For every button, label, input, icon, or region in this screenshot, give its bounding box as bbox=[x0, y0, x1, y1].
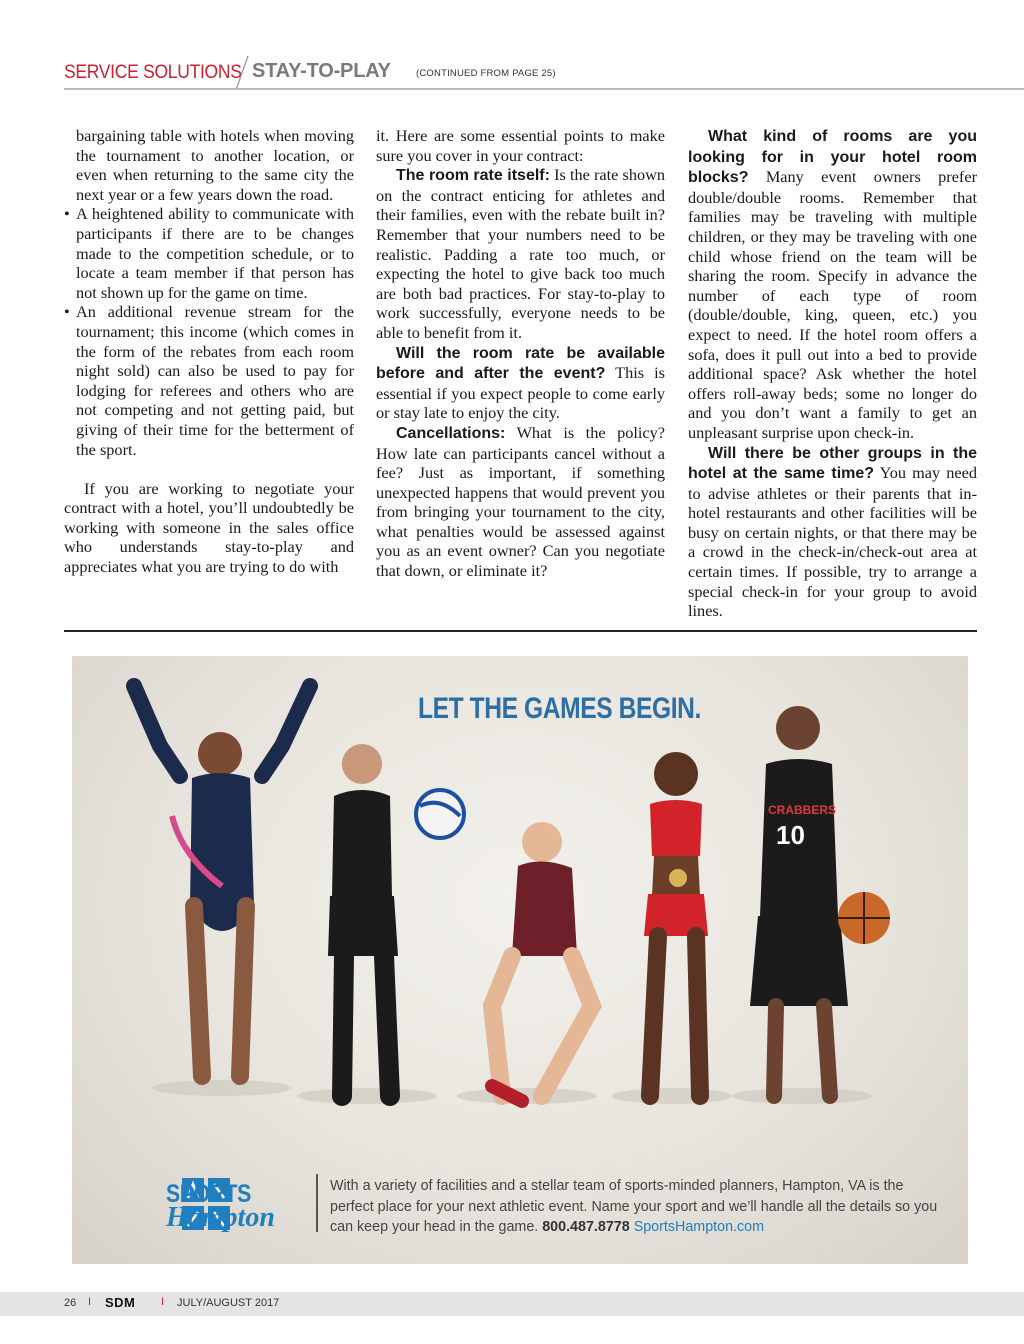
ad-headline: LET THE GAMES BEGIN. bbox=[418, 692, 701, 725]
text-column-2 bbox=[376, 126, 665, 581]
ad-body: With a variety of facilities and a stellar team of sports-minded planners, Hampton, VA is the perfect place for your next athletic event. Name your sport and we’ll handle all the details so you can keep your head in the game. bbox=[330, 1178, 938, 1235]
logo-sports-text: SPORTS bbox=[166, 1180, 251, 1208]
gymnast-figure bbox=[134, 686, 310, 1076]
page-header bbox=[64, 58, 1024, 92]
footer-separator: I bbox=[88, 1296, 92, 1308]
continued-note: (CONTINUED FROM PAGE 25) bbox=[416, 68, 556, 79]
subhead: Will the room rate be available before and after the event? bbox=[376, 344, 665, 383]
ad-copy bbox=[330, 1176, 950, 1238]
subhead: The room rate itself: bbox=[396, 167, 550, 185]
jersey-number: 10 bbox=[776, 820, 805, 850]
paragraph bbox=[688, 126, 977, 443]
subhead: Will there be other groups in the hotel at the same time? bbox=[688, 444, 977, 483]
ad-divider bbox=[316, 1174, 318, 1232]
magazine-name: SDM bbox=[105, 1295, 136, 1310]
article-end-rule bbox=[64, 630, 977, 632]
paragraph: it. Here are some essential points to make sure you cover in your contract: bbox=[376, 126, 665, 165]
section-label: SERVICE SOLUTIONS bbox=[64, 62, 242, 83]
paragraph-text: Many event owners prefer double/double rooms. Remember that families may be traveling with multiple children, or they may be traveling with one child whose friend on the team will be sharing the room. Specify in advance the number of each type of room (double/double, king, queen, etc.) you expect to need. If the hotel room offers a sofa, does it pull out into a bed to provide additional space? Ask whether the hotel offers roll-away beds; some no longer do and you don’t want a family to get an unpleasant surprise upon check-in. bbox=[688, 167, 977, 442]
paragraph: If you are working to negotiate your contract with a hotel, you’ll undoubtedly be working with someone in the sales office who understands stay-to-play and appreciates what you are trying to do with bbox=[64, 478, 354, 577]
text-column-1 bbox=[64, 126, 354, 577]
bullet-text: An additional revenue stream for the tournament; this income (which comes in the form of the rebates from each room night sold) can also be used to pay for lodging for referees and others who are not competing and not getting paid, but giving of their time for the betterment of the sport. bbox=[76, 302, 354, 459]
article-title: STAY-TO-PLAY bbox=[252, 60, 391, 82]
logo-hampton-text: Hampton bbox=[166, 1202, 275, 1233]
athletes-photo bbox=[72, 656, 968, 1264]
paragraph: bargaining table with hotels when moving the tournament to another location, or even when returning to the same city the next year or a few years down the road. bbox=[76, 126, 354, 204]
bullet-text: A heightened ability to communicate with participants if there are to be changes made to the competition schedule, or to locate a team member if that person has not shown up for the game on time. bbox=[76, 204, 354, 302]
paragraph bbox=[376, 423, 665, 581]
paragraph bbox=[376, 343, 665, 423]
subhead: What kind of rooms are you looking for in your hotel room blocks? bbox=[688, 128, 977, 187]
wrestler-figure bbox=[492, 822, 592, 1101]
footer-separator: I bbox=[161, 1296, 165, 1308]
paragraph-text: You may need to advise athletes or their parents that in-hotel restaurants and other facilities will be busy on certain nights, or that there may be a crowd in the check-in/check-out area at certain times. If possible, try to arrange a special check-in for your group to avoid lines. bbox=[688, 463, 977, 621]
volleyball-player-figure bbox=[328, 744, 464, 1096]
slash-divider bbox=[232, 54, 252, 92]
paragraph-text: This is essential if you expect people to come early or stay late to enjoy the city. bbox=[376, 363, 666, 423]
paragraph bbox=[376, 165, 665, 342]
paragraph-text: What is the policy? How late can participants cancel without a fee? Just as important, if something unexpected happens that would prevent you from bringing your tournament to the city, what penalties would be assessed against you as an event owner? Can you negotiate that down, or eliminate it? bbox=[376, 422, 665, 581]
bullet-item: • A heightened ability to communicate with participants if there are to be changes made to the competition schedule, or to locate a team member if that person has not shown up for the game on time. bbox=[64, 204, 354, 302]
header-rule bbox=[64, 88, 1024, 90]
issue-date: JULY/AUGUST 2017 bbox=[177, 1297, 280, 1309]
ad-url[interactable]: SportsHampton.com bbox=[633, 1219, 764, 1235]
bullet-item: • An additional revenue stream for the tournament; this income (which comes in the form of the rebates from each room night sold) can also be used to pay for lodging for referees and others who are not competing and not getting paid, but giving of their time for the betterment of the sport. bbox=[64, 302, 354, 459]
paragraph bbox=[688, 443, 977, 621]
subhead: Cancellations: bbox=[396, 424, 506, 442]
ad-phone: 800.487.8778 bbox=[542, 1219, 630, 1235]
basketball-player-figure bbox=[750, 706, 890, 1096]
sports-hampton-ad bbox=[72, 656, 968, 1264]
track-athlete-figure bbox=[644, 752, 708, 1096]
jersey-team: CRABBERS bbox=[768, 803, 837, 817]
paragraph-text: Is the rate shown on the contract enticing for athletes and their families, even with the rebate built in? Remember that your numbers need to be realistic. Padding a rate too much, or expecting the hotel to give back too much are both bad practices. For stay-to-play to work successfully, everyone needs to be able to benefit from it. bbox=[376, 165, 665, 342]
page-footer bbox=[0, 1292, 1024, 1316]
page-number: 26 bbox=[64, 1297, 77, 1309]
text-column-3 bbox=[688, 126, 977, 621]
